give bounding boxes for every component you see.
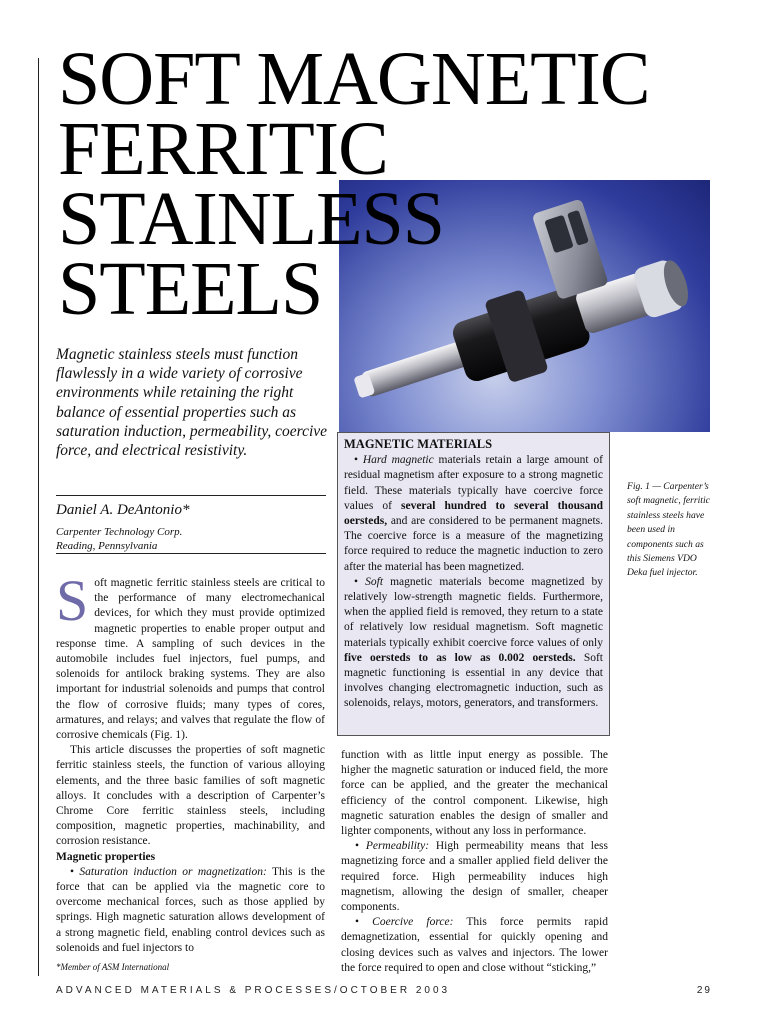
drop-cap: S: [56, 568, 89, 633]
journal-name: ADVANCED MATERIALS & PROCESSES/OCTOBER 2003: [56, 985, 451, 996]
affiliation-company: Carpenter Technology Corp.: [56, 526, 183, 538]
title-line-1: SOFT MAGNETIC: [58, 37, 650, 121]
saturation-label: Saturation induction or magnetization:: [79, 865, 267, 878]
author-affiliation: [56, 525, 326, 553]
article-title: [58, 37, 650, 331]
section-heading: Magnetic properties: [56, 850, 156, 863]
overview-paragraph: This article discusses the properties of soft magnetic ferritic stainless steels, the function of various alloying elements, and the three basic families of soft magnetic alloys. It concludes with a description of Carpenter’s Chrome Core ferritic stainless steels, including composition, magnetic properties, machinability, and corrosion resistance.: [56, 744, 325, 848]
saturation-paragraph: • Saturation induction or magnetization: This is the force that can be applied via the magnetic core to overcome mechanical forces, such as those applied by springs. High magnetic saturation allows development of a strong magnetic field, enabling control devices such as solenoids and fuel injectors to: [56, 865, 325, 954]
figure-caption: Fig. 1 — Carpenter’s soft magnetic, ferritic stainless steels have been used in components such as this Siemens VDO Deka fuel injector.: [627, 481, 710, 579]
body-column-1: [56, 568, 325, 956]
sidebar-title: MAGNETIC MATERIALS: [344, 437, 493, 451]
soft-text-1: magnetic materials become magnetized by relatively low-strength magnetic fields. Furthermore, when the applied field is removed, they return to a state of relatively low residual magnetism. Soft magnetic materials typically exhibit coercive force values of only: [344, 575, 604, 649]
hard-magnetic-paragraph: • Hard magnetic materials retain a large amount of residual magnetism after exposure to a strong magnetic field. These materials typically have coercive force values of several hundred to several thousand oersteds, and are considered to be permanent magnets. The coercive force is a measure of the magnetizing force required to reduce the magnetic induction to zero after the material has been magnetized.: [344, 454, 604, 573]
hard-text-1: materials retain a large amount of residual magnetism after exposure to a strong magnetic field. These materials typically have coercive force values of: [344, 454, 604, 512]
permeability-paragraph: • Permeability: High permeability means that less magnetizing force and a smaller applied field deliver the required force. High permeability induces high magnetism, allowing the design of smaller, cheaper components.: [341, 840, 608, 914]
author-top-rule: [56, 495, 326, 496]
saturation-text: This is the force that can be applied via the magnetic core to overcome mechanical forces, such as those applied by springs. High magnetic saturation allows development of a strong magnetic field, enabling control devices such as solenoids and fuel injectors to: [56, 865, 325, 954]
soft-magnetic-paragraph: • Soft magnetic materials become magnetized by relatively low-strength magnetic fields. Furthermore, when the applied field is removed, they return to a state of relatively low residual magnetism. Soft magnetic materials typically exhibit coercive force values of only five oersteds to as low as 0.002 oersteds. Soft magnetic functioning is essential in any device that involves changing electromagnetic induction, such as solenoids, relays, motors, generators, and transformers.: [344, 575, 604, 710]
affiliation-location: Reading, Pennsylvania: [56, 540, 158, 552]
author-name: Daniel A. DeAntonio*: [56, 502, 190, 518]
coercive-text: This force permits rapid demagnetization, essential for quickly opening and closing devices such as valves and injectors. The lower the force required to open and close without “sticking,”: [341, 916, 608, 974]
soft-label: Soft: [365, 575, 384, 588]
author-bottom-rule: [56, 553, 326, 554]
hard-bold: several hundred to several thousand oersteds,: [344, 499, 603, 528]
title-line-3: STAINLESS: [58, 177, 445, 261]
permeability-text: High permeability means that less magnetizing force and a smaller applied field deliver the required force. High permeability induces high magnetism, allowing the design of smaller, cheaper components.: [341, 840, 608, 914]
title-line-4: STEELS: [58, 247, 323, 331]
permeability-label: Permeability:: [365, 840, 430, 853]
saturation-continued: function with as little input energy as possible. The higher the magnetic saturation or induced field, the more force can be applied, and the greater the mechanical efficiency of the control component. Likewise, high magnetic saturation enables the design of smaller and lighter components, without any loss in performance.: [341, 749, 608, 838]
title-line-2: FERRITIC: [58, 107, 388, 191]
coercive-label: Coercive force:: [372, 916, 454, 929]
page-footer: [56, 985, 712, 1001]
soft-bold: five oersteds to as low as 0.002 oersteds.: [344, 651, 576, 664]
magnetic-materials-sidebar: [337, 432, 610, 736]
coercive-force-paragraph: • Coercive force: This force permits rapid demagnetization, essential for quickly opening and closing devices such as valves and injectors. The lower the force required to open and close without “sticking,”: [341, 916, 608, 974]
hard-text-2: and are considered to be permanent magnets. The coercive force is a measure of the magnetizing force required to reduce the magnetic induction to zero after the material has been magnetized.: [344, 515, 603, 573]
hard-label: Hard magnetic: [362, 454, 434, 467]
soft-text-2: Soft magnetic functioning is essential in any device that involves changing electromagnetic induction, such as solenoids, relays, motors, generators, and transformers.: [344, 651, 604, 710]
intro-text: oft magnetic ferritic stainless steels are critical to the performance of many electromechanical devices, for which they must provide optimized magnetic properties to enable proper output and response time. A sampling of such devices in the automobile includes fuel injectors, fuel pumps, and solenoids for antilock braking systems. They are also important for industrial solenoids and pumps that control the flow of corrosive fluids; many types of cores, armatures, and relays; and valves that regulate the flow of corrosive chemicals (Fig. 1).: [56, 577, 325, 742]
body-column-2: [341, 748, 608, 976]
page-number: 29: [696, 985, 712, 996]
author-block: [56, 502, 326, 553]
member-footnote: *Member of ASM International: [56, 962, 170, 972]
intro-paragraph: [56, 568, 325, 743]
left-margin-rule: [38, 58, 39, 976]
article-subtitle: Magnetic stainless steels must function flawlessly in a wide variety of corrosive environments while retaining the right balance of essential properties such as saturation induction, permeability, coercive force, and electrical resistivity.: [56, 346, 328, 460]
